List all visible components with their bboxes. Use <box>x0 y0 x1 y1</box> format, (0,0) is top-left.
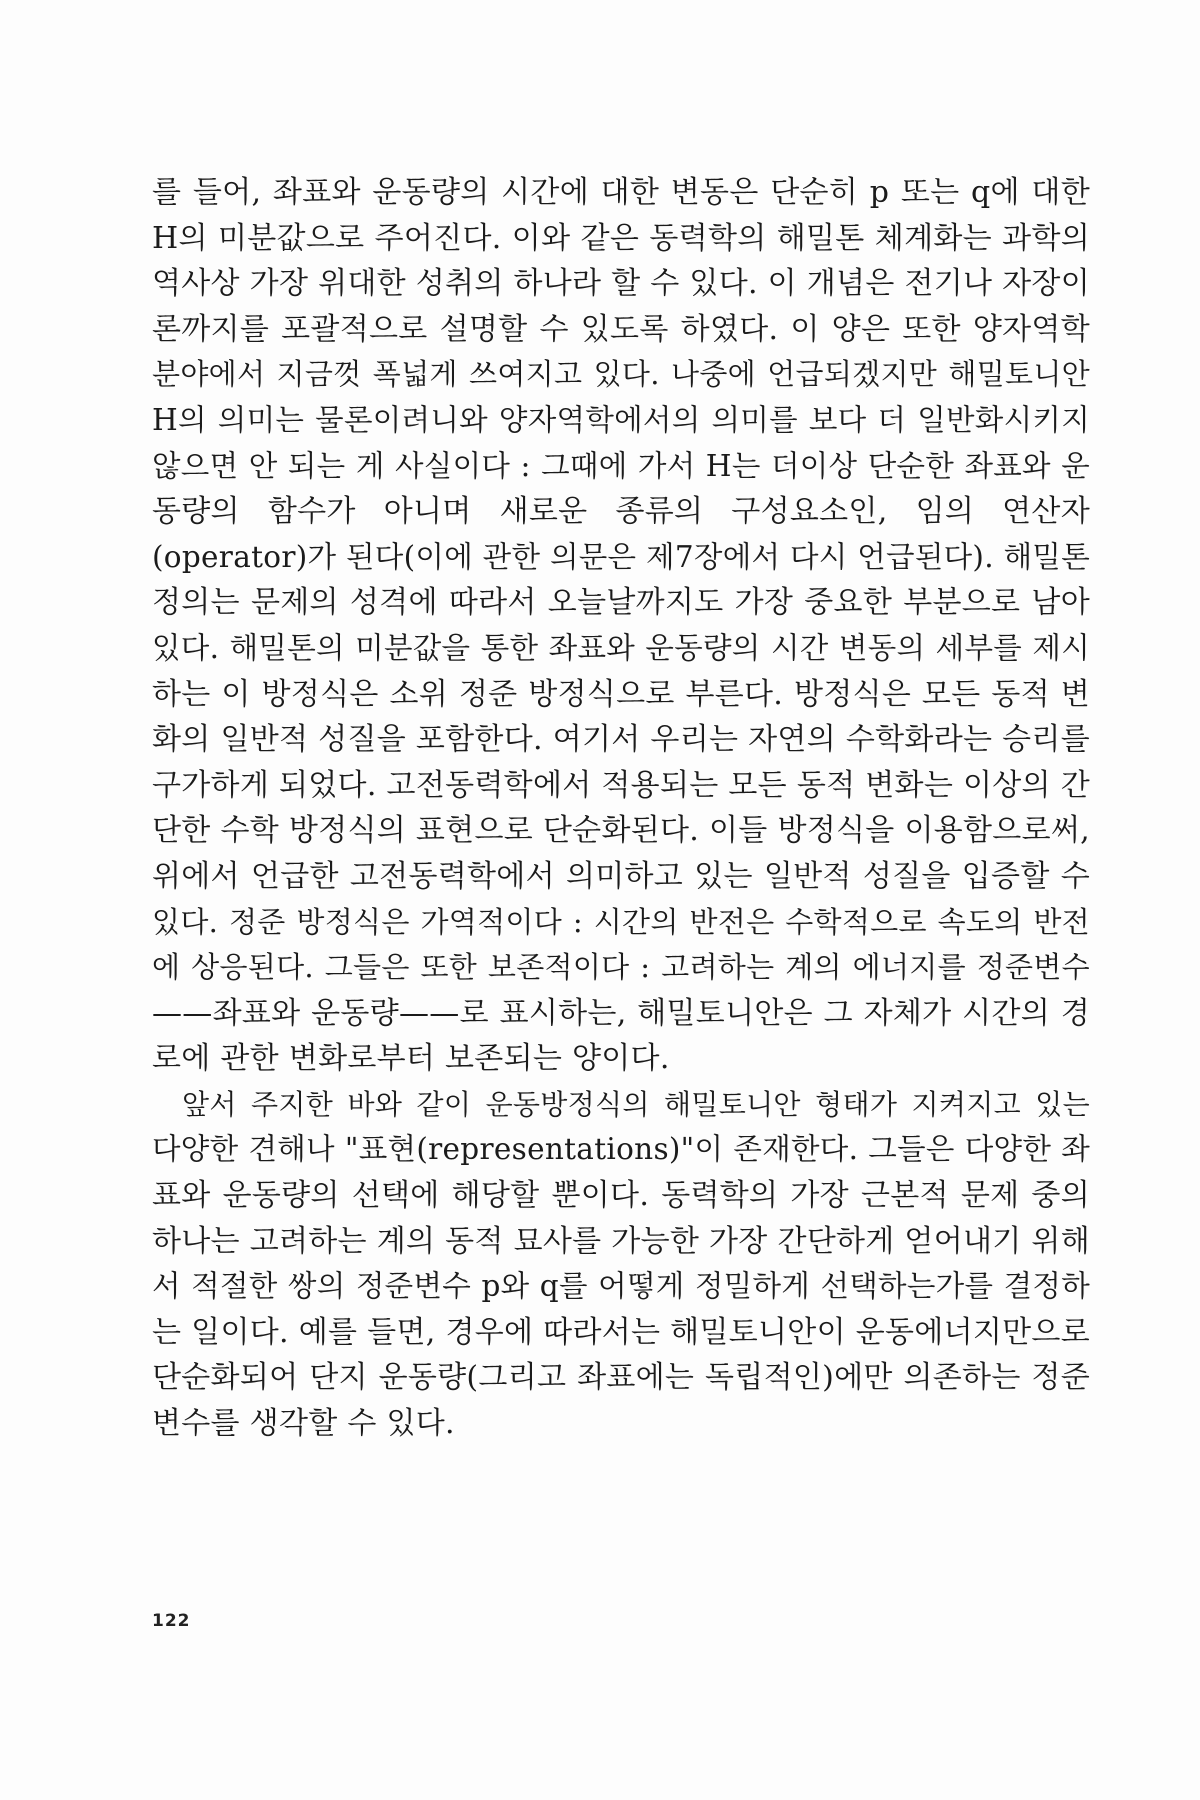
page-number: 122 <box>152 1611 191 1631</box>
text-line: 않으면 안 되는 게 사실이다 : 그때에 가서 H는 더이상 단순한 좌표와 운 <box>152 448 1090 483</box>
text-line: ——좌표와 운동량——로 표시하는, 해밀토니안은 그 자체가 시간의 경 <box>152 995 1090 1031</box>
text-line: 있다. 해밀톤의 미분값을 통한 좌표와 운동량의 시간 변동의 세부를 제시 <box>152 630 1090 665</box>
text-line: 로에 관한 변화로부터 보존되는 양이다. <box>152 1041 670 1077</box>
text-line: 하나는 고려하는 계의 동적 묘사를 가능한 가장 간단하게 얻어내기 위해 <box>152 1223 1090 1259</box>
text-line: 하는 이 방정식은 소위 정준 방정식으로 부른다. 방정식은 모든 동적 변 <box>152 676 1090 712</box>
body-text <box>152 170 1090 1447</box>
text-line: 구가하게 되었다. 고전동력학에서 적용되는 모든 동적 변화는 이상의 간 <box>152 767 1090 803</box>
text-line: 역사상 가장 위대한 성취의 하나라 할 수 있다. 이 개념은 전기나 자장이 <box>152 266 1090 302</box>
text-line: (operator)가 된다(이에 관한 의문은 제7장에서 다시 언급된다). 해밀톤 <box>152 539 1090 574</box>
text-line: 변수를 생각할 수 있다. <box>152 1406 455 1442</box>
text-line: 위에서 언급한 고전동력학에서 의미하고 있는 일반적 성질을 입증할 수 <box>152 858 1090 894</box>
paragraph-2 <box>152 1082 1090 1447</box>
text-line: 를 들어, 좌표와 운동량의 시간에 대한 변동은 단순히 p 또는 q에 대한 <box>152 175 1090 210</box>
text-line: 동량의 함수가 아니며 새로운 종류의 구성요소인, 임의 연산자 <box>152 494 1090 530</box>
text-line: 표와 운동량의 선택에 해당할 뿐이다. 동력학의 가장 근본적 문제 중의 <box>152 1178 1090 1214</box>
paragraph-1 <box>152 170 1090 1082</box>
text-line: 분야에서 지금껏 폭넓게 쓰여지고 있다. 나중에 언급되겠지만 해밀토니안 <box>152 357 1090 392</box>
text-line: 정의는 문제의 성격에 따라서 오늘날까지도 가장 중요한 부분으로 남아 <box>152 585 1090 621</box>
text-line: 는 일이다. 예를 들면, 경우에 따라서는 해밀토니안이 운동에너지만으로 <box>152 1314 1090 1350</box>
text-line: 앞서 주지한 바와 같이 운동방정식의 해밀토니안 형태가 지켜지고 있는 <box>182 1087 1090 1121</box>
text-line: 서 적절한 쌍의 정준변수 p와 q를 어떻게 정밀하게 선택하는가를 결정하 <box>152 1269 1090 1304</box>
text-line: 에 상응된다. 그들은 또한 보존적이다 : 고려하는 계의 에너지를 정준변수 <box>152 950 1090 985</box>
text-line: 있다. 정준 방정식은 가역적이다 : 시간의 반전은 수학적으로 속도의 반전 <box>152 904 1090 939</box>
text-line: 단한 수학 방정식의 표현으로 단순화된다. 이들 방정식을 이용함으로써, <box>152 813 1090 849</box>
text-line: 론까지를 포괄적으로 설명할 수 있도록 하였다. 이 양은 또한 양자역학 <box>152 311 1090 347</box>
text-line: H의 미분값으로 주어진다. 이와 같은 동력학의 해밀톤 체계화는 과학의 <box>152 220 1090 256</box>
text-line: 단순화되어 단지 운동량(그리고 좌표에는 독립적인)에만 의존하는 정준 <box>152 1360 1090 1396</box>
text-line: 화의 일반적 성질을 포함한다. 여기서 우리는 자연의 수학화라는 승리를 <box>152 722 1090 758</box>
text-line: 다양한 견해나 "표현(representations)"이 존재한다. 그들은 다양한 좌 <box>152 1132 1090 1167</box>
text-line: H의 의미는 물론이려니와 양자역학에서의 의미를 보다 더 일반화시키지 <box>152 402 1090 437</box>
